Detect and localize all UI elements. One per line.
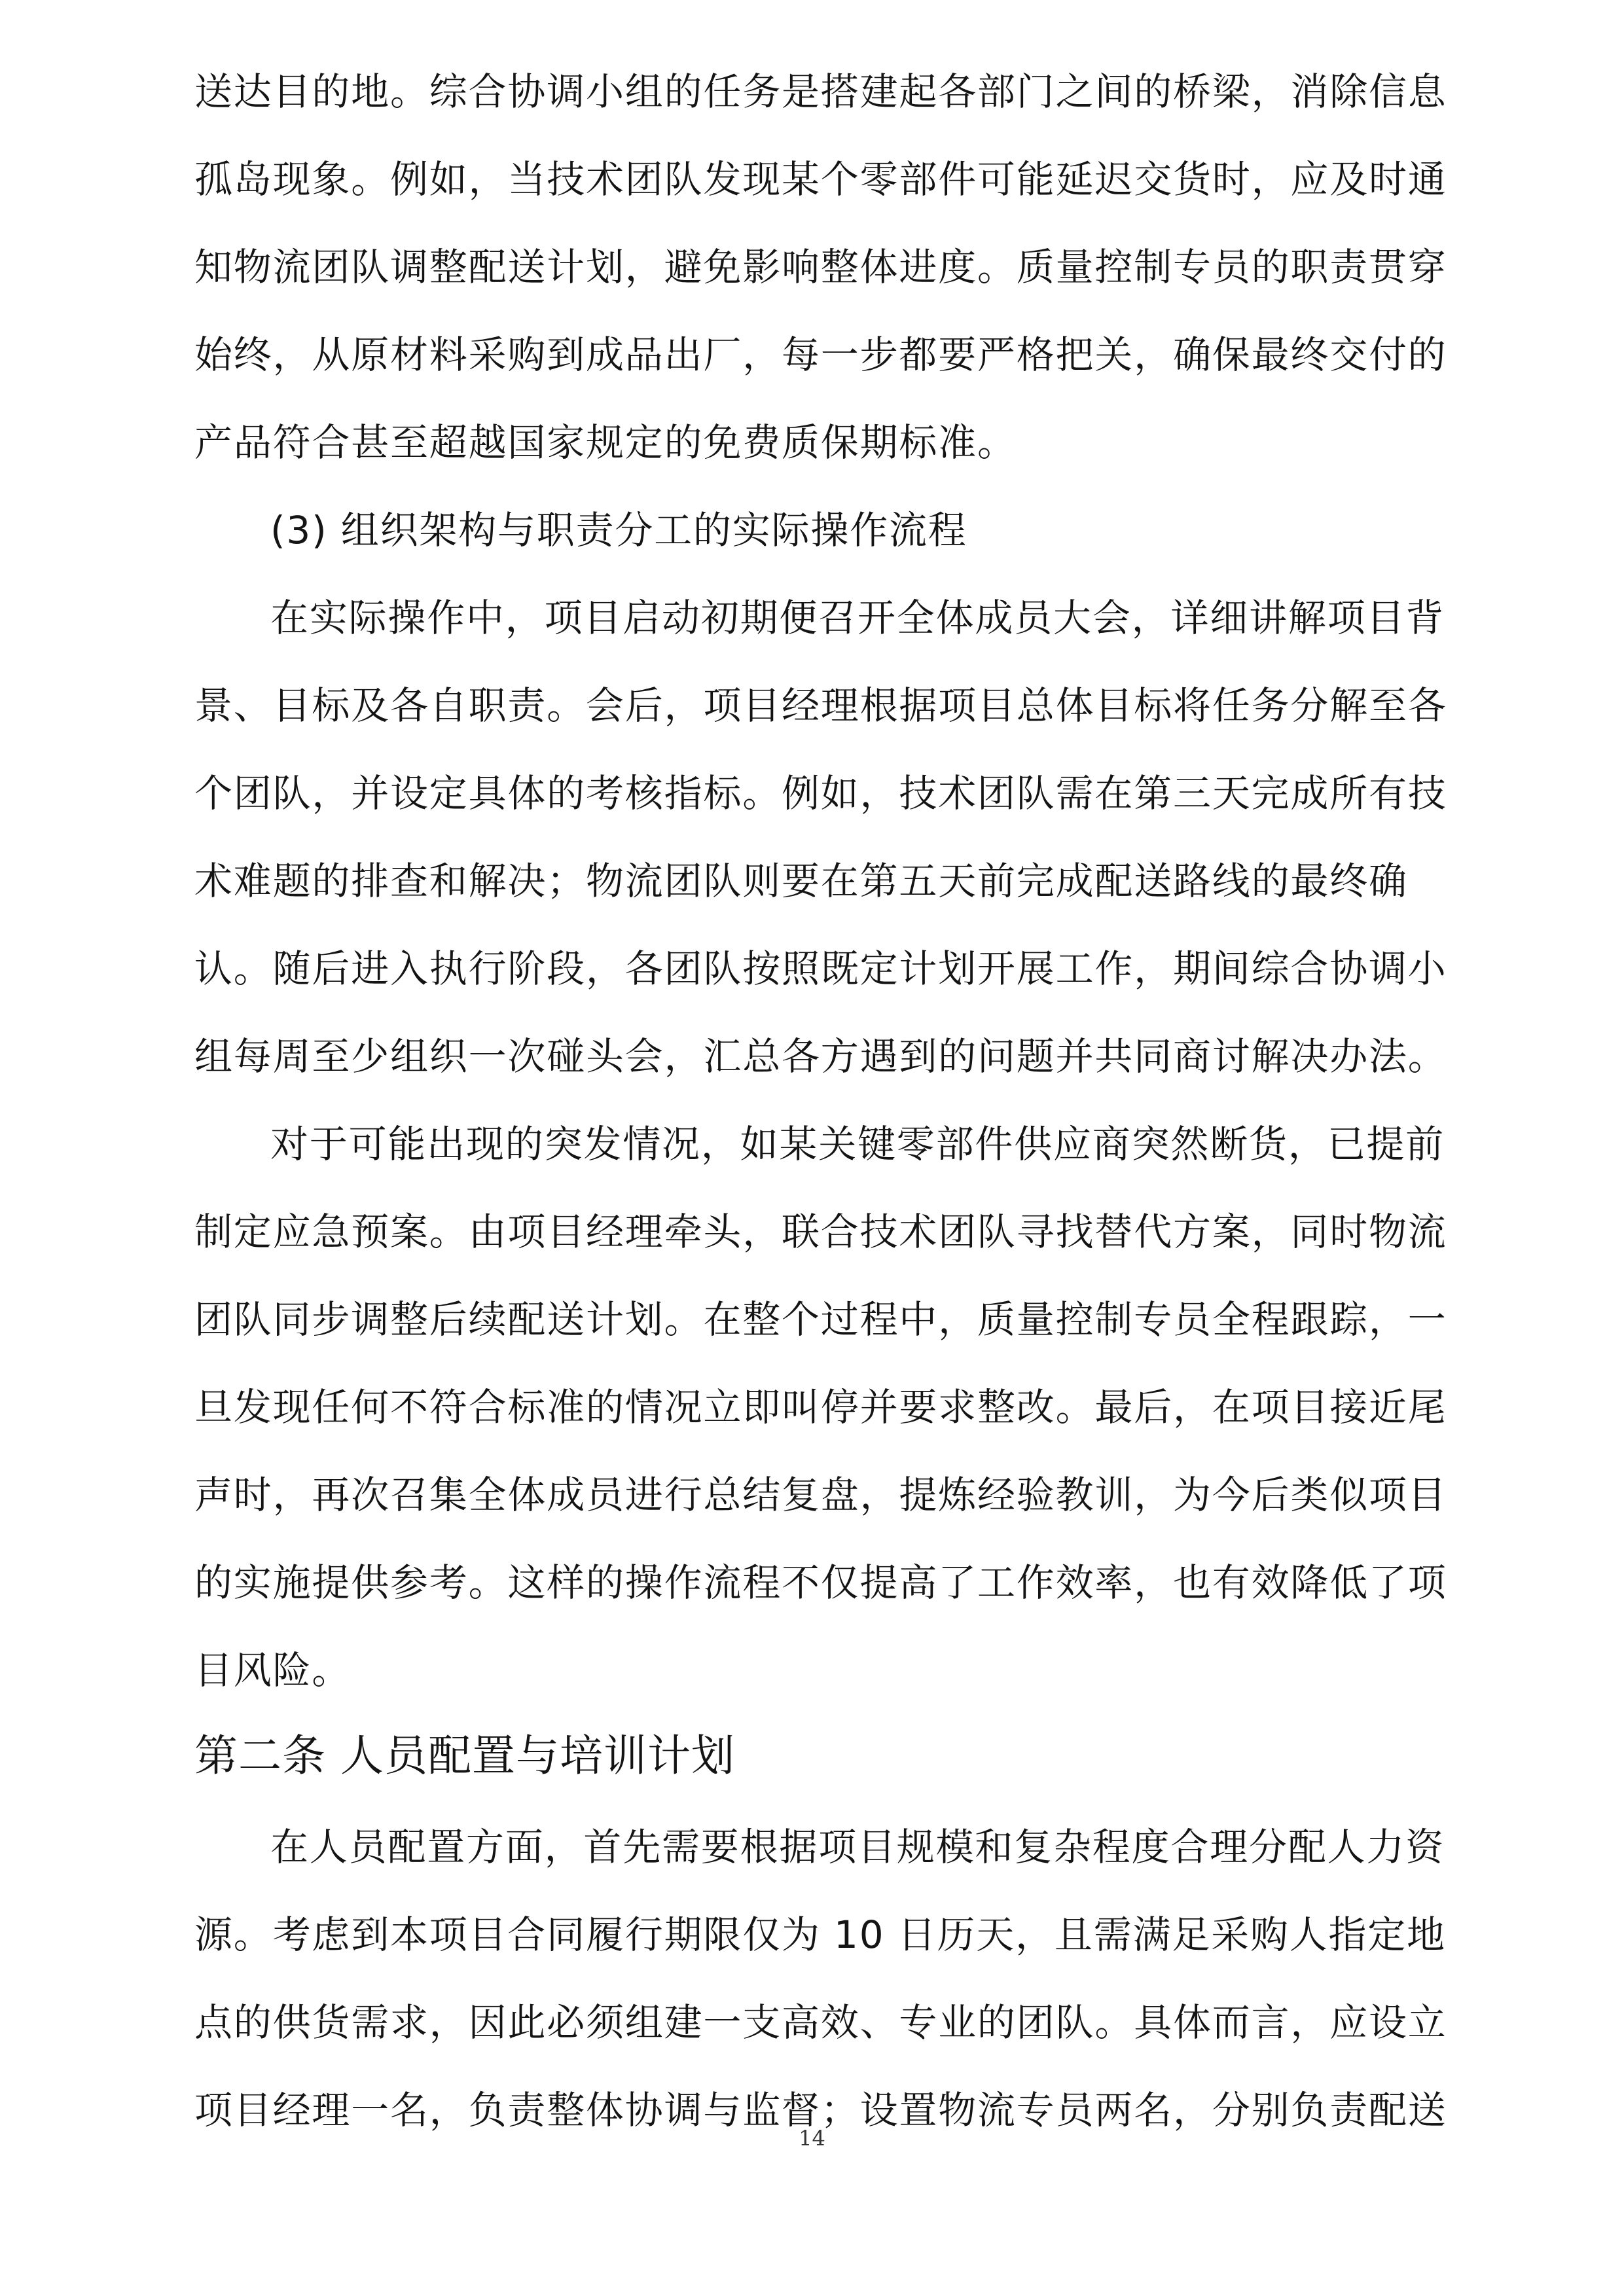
paragraph-first-line: 对于可能出现的突发情况，如某关键零部件供应商突然断货，已提前 [270, 1122, 1445, 1166]
text-line: 目风险。 [194, 1648, 352, 1693]
text-line: 组每周至少组织一次碰头会，汇总各方遇到的问题并共同商讨解决办法。 [194, 1034, 1447, 1079]
text-line: 项目经理一名，负责整体协调与监督；设置物流专员两名，分别负责配送 [194, 2088, 1447, 2132]
text-line: 送达目的地。综合协调小组的任务是搭建起各部门之间的桥梁，消除信息 [194, 69, 1447, 114]
text-line: 的实施提供参考。这样的操作流程不仅提高了工作效率，也有效降低了项 [194, 1560, 1447, 1605]
text-line: 产品符合甚至超越国家规定的免费质保期标准。 [194, 420, 1017, 465]
text-line: 旦发现任何不符合标准的情况立即叫停并要求整改。最后，在项目接近尾 [194, 1385, 1447, 1429]
text-line: 团队同步调整后续配送计划。在整个过程中，质量控制专员全程跟踪，一 [194, 1297, 1447, 1342]
text-line: 始终，从原材料采购到成品出厂，每一步都要严格把关，确保最终交付的 [194, 332, 1447, 377]
paragraph-first-line: 在实际操作中，项目启动初期便召开全体成员大会，详细讲解项目背 [270, 596, 1445, 640]
text-line: 点的供货需求，因此必须组建一支高效、专业的团队。具体而言，应设立 [194, 2000, 1447, 2045]
section-heading: 第二条 人员配置与培训计划 [194, 1731, 735, 1781]
text-line: 景、目标及各自职责。会后，项目经理根据项目总体目标将任务分解至各 [194, 683, 1447, 728]
text-line: 制定应急预案。由项目经理牵头，联合技术团队寻找替代方案，同时物流 [194, 1210, 1447, 1254]
text-line: 声时，再次召集全体成员进行总结复盘，提炼经验教训，为今后类似项目 [194, 1473, 1447, 1517]
text-line: 术难题的排查和解决；物流团队则要在第五天前完成配送路线的最终确 [194, 859, 1408, 903]
subsection-title: (3) 组织架构与职责分工的实际操作流程 [270, 508, 967, 552]
text-line: 知物流团队调整配送计划，避免影响整体进度。质量控制专员的职责贯穿 [194, 245, 1447, 289]
text-line: 个团队，并设定具体的考核指标。例如，技术团队需在第三天完成所有技 [194, 771, 1447, 816]
text-line: 源。考虑到本项目合同履行期限仅为 10 日历天，且需满足采购人指定地 [194, 1912, 1446, 1957]
text-line: 认。随后进入执行阶段，各团队按照既定计划开展工作，期间综合协调小 [194, 946, 1447, 991]
text-line: 孤岛现象。例如，当技术团队发现某个零部件可能延迟交货时，应及时通 [194, 157, 1447, 202]
page-number: 14 [799, 2126, 825, 2151]
paragraph-first-line: 在人员配置方面，首先需要根据项目规模和复杂程度合理分配人力资 [270, 1825, 1445, 1869]
